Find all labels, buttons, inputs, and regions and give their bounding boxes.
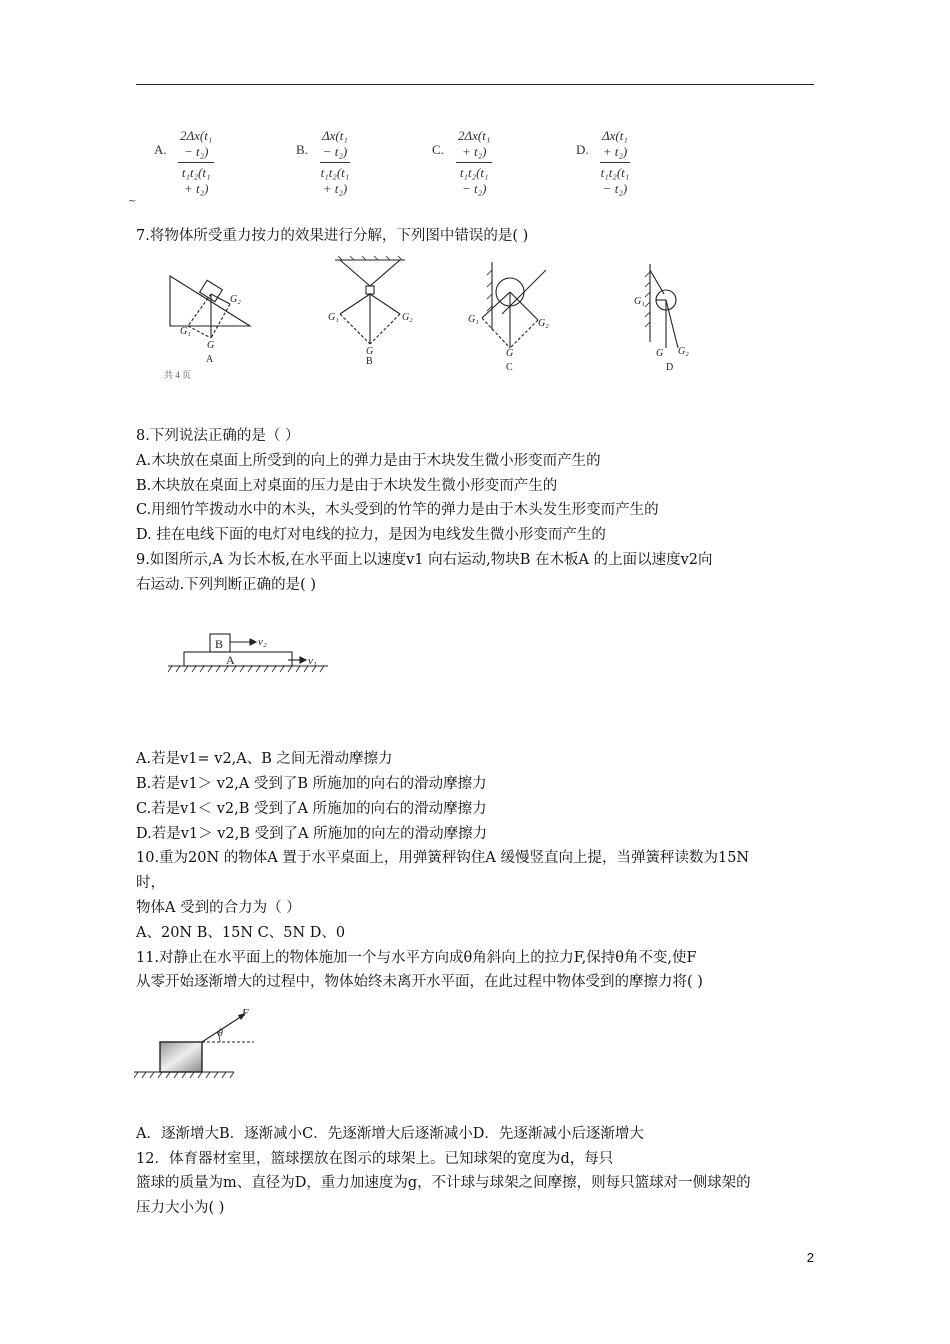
label-board-a: A <box>226 653 235 667</box>
caption-c: C <box>506 362 513 373</box>
label-block-b: B <box>215 637 224 651</box>
question-11-line-2: 从零开始逐渐增大的过程中，物体始终未离开水平面，在此过程中物体受到的摩擦力将( ) <box>136 974 703 990</box>
option-label: D. <box>576 142 589 157</box>
figure-q9 <box>168 628 338 678</box>
question-8-option-c: C.用细竹竿拨动水中的木头，木头受到的竹竿的弹力是由于木头发生形变而产生的 <box>136 502 659 518</box>
label-g-d: G <box>656 348 664 359</box>
label-g2-b: G₂ <box>402 312 413 323</box>
figure-q7 <box>150 256 710 380</box>
numerator: Δx(t₁ + t₂) <box>600 128 630 163</box>
question-7: 7.将物体所受重力按力的效果进行分解，下列图中错误的是( ) <box>136 228 529 244</box>
label-force: F <box>242 1007 249 1019</box>
numerator: 2Δx(t₁ − t₂) <box>178 128 214 163</box>
question-11-line-1: 11.对静止在水平面上的物体施加一个与水平方向成θ角斜向上的拉力F,保持θ角不变,使F <box>136 950 697 966</box>
question-12-line-1: 12．体育器材室里，篮球摆放在图示的球架上。已知球架的宽度为d，每只 <box>136 1151 614 1167</box>
stray-mark: ~ <box>128 196 137 207</box>
question-10-options: A、20N B、15N C、5N D、0 <box>136 925 346 941</box>
numerator: Δx(t₁ − t₂) <box>320 128 350 163</box>
caption-d: D <box>666 362 674 373</box>
question-10-line-1: 10.重为20N 的物体A 置于水平桌面上，用弹簧秤钩住A 缓慢竖直向上提，当弹簧秤读数为15N <box>136 850 750 866</box>
option-label: C. <box>432 142 444 157</box>
option-label: A. <box>154 142 167 157</box>
denominator: t₁t₂(t₁ − t₂) <box>600 165 630 196</box>
question-8-option-d: D. 挂在电线下面的电灯对电线的拉力，是因为电线发生微小形变而产生的 <box>136 527 606 543</box>
board-a <box>184 652 292 666</box>
denominator: t₁t₂(t₁ − t₂) <box>459 165 489 196</box>
label-angle: θ <box>218 1028 223 1039</box>
question-9-option-d: D.若是v1＞ v2,B 受到了A 所施加的向左的滑动摩擦力 <box>136 826 488 842</box>
question-12-line-2: 篮球的质量为m、直径为D，重力加速度为g，不计球与球架之间摩擦，则每只篮球对一侧球架的 <box>136 1175 751 1191</box>
caption-fragment: 共 4 页 <box>164 370 192 380</box>
label-g-b: G <box>366 346 374 357</box>
label-g-a: G <box>207 340 215 351</box>
header-rule <box>136 84 814 85</box>
label-g-c: G <box>506 348 514 359</box>
question-9-line-1: 9.如图所示,A 为长木板,在水平面上以速度v1 向右运动,物块B 在木板A 的上面以速度v2向 <box>136 552 713 568</box>
fraction <box>178 128 214 197</box>
label-g1-b: G₁ <box>328 312 339 323</box>
fraction <box>456 128 492 197</box>
denominator: t₁t₂(t₁ + t₂) <box>181 165 211 196</box>
block <box>160 1042 202 1072</box>
question-8-option-a: A.木块放在桌面上所受到的向上的弹力是由于木块发生微小形变而产生的 <box>136 453 601 469</box>
label-g1-a: G₁ <box>180 326 191 337</box>
fraction <box>320 128 350 197</box>
question-9-option-a: A.若是v1= v2,A、B 之间无滑动摩擦力 <box>136 751 393 767</box>
numerator: 2Δx(t₁ + t₂) <box>456 128 492 163</box>
caption-a: A <box>206 354 214 365</box>
question-8: 8.下列说法正确的是（ ） <box>136 428 300 444</box>
caption-b: B <box>366 356 373 367</box>
question-9-option-c: C.若是v1＜ v2,B 受到了A 所施加的向右的滑动摩擦力 <box>136 801 487 817</box>
label-g1-d: G₁ <box>634 296 645 307</box>
question-9-line-2: 右运动.下列判断正确的是( ) <box>136 577 317 593</box>
question-12-line-3: 压力大小为( ) <box>136 1200 225 1216</box>
label-g1-c: G₁ <box>468 314 479 325</box>
label-v1: v₁ <box>308 655 317 667</box>
page-number: 2 <box>806 1250 814 1265</box>
question-10-line-2: 时， <box>136 875 165 891</box>
option-label: B. <box>296 142 308 157</box>
label-v2: v₂ <box>258 636 267 648</box>
question-8-option-b: B.木块放在桌面上对桌面的压力是由于木块发生微小形变而产生的 <box>136 478 558 494</box>
label-g2-d: G₂ <box>678 346 689 357</box>
label-g2-a: G₂ <box>230 294 241 305</box>
question-10-line-3: 物体A 受到的合力为（ ） <box>136 900 301 916</box>
question-9-option-b: B.若是v1＞ v2,A 受到了B 所施加的向右的滑动摩擦力 <box>136 776 487 792</box>
question-11-options: A．逐渐增大B．逐渐减小C．先逐渐增大后逐渐减小D．先逐渐减小后逐渐增大 <box>136 1126 644 1142</box>
figure-q11 <box>134 1006 264 1082</box>
denominator: t₁t₂(t₁ + t₂) <box>320 165 350 196</box>
label-g2-c: G₂ <box>538 318 549 329</box>
fraction <box>600 128 630 197</box>
